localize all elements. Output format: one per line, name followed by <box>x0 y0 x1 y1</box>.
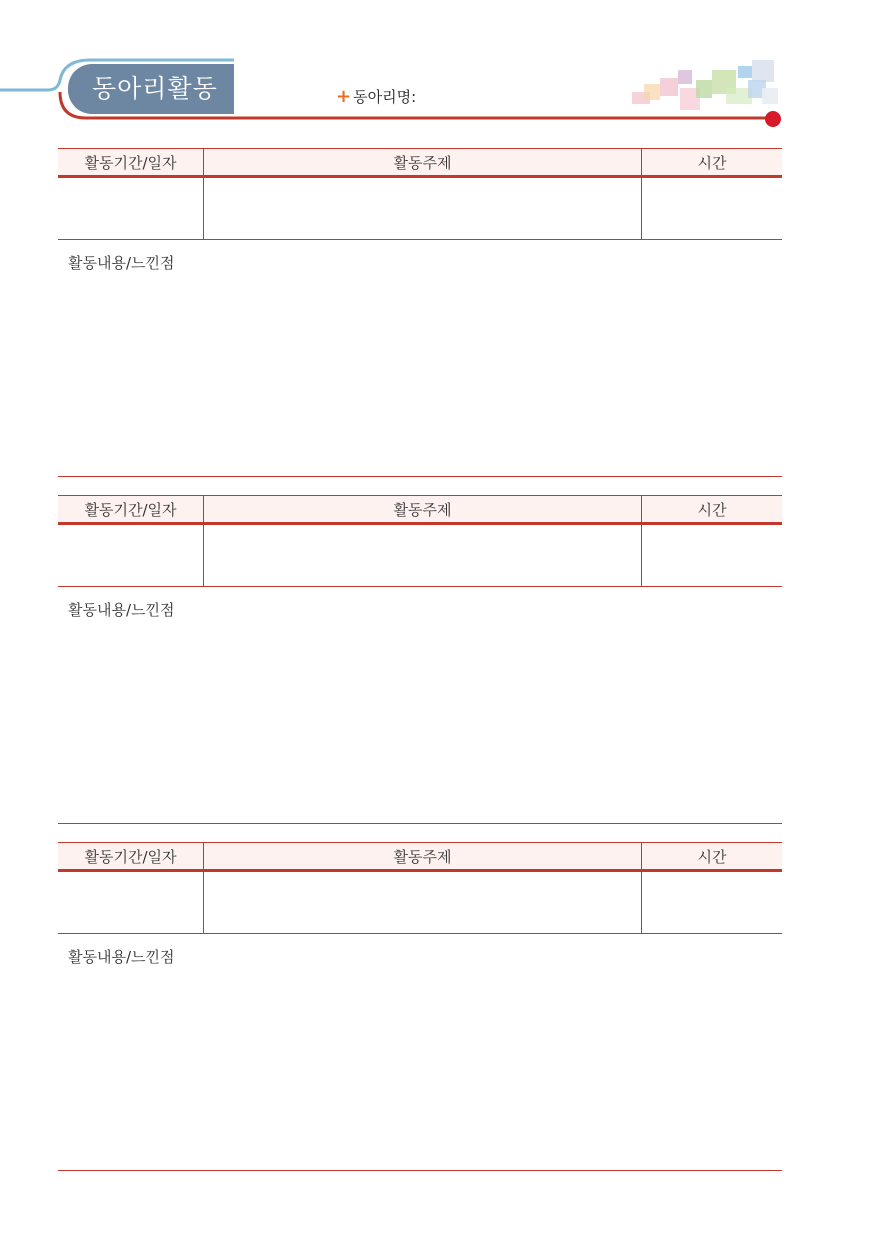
page-header <box>0 0 870 140</box>
col-period-header: 활동기간/일자 <box>84 500 177 519</box>
col-period-header: 활동기간/일자 <box>84 847 177 866</box>
section-bottom-line <box>58 1170 782 1171</box>
content-label: 활동내용/느낀점 <box>68 254 175 272</box>
club-name-label <box>336 86 416 107</box>
period-cell[interactable] <box>58 525 203 586</box>
col-period-header: 활동기간/일자 <box>84 153 177 172</box>
content-label: 활동내용/느낀점 <box>68 601 175 619</box>
col-time-header: 시간 <box>697 847 727 866</box>
table-header-row <box>58 148 782 178</box>
table-row <box>58 872 782 934</box>
table-row <box>58 178 782 240</box>
col-topic-header: 활동주제 <box>203 843 642 869</box>
topic-cell[interactable] <box>203 872 642 933</box>
page-title: 동아리활동 <box>68 64 234 114</box>
time-cell[interactable] <box>642 178 782 239</box>
section-bottom-line <box>58 476 782 477</box>
col-topic-header: 활동주제 <box>203 496 642 522</box>
table-header-row <box>58 495 782 525</box>
col-time-header: 시간 <box>697 153 727 172</box>
table-row <box>58 525 782 587</box>
activity-section-3 <box>58 842 782 1172</box>
topic-cell[interactable] <box>203 178 642 239</box>
col-time-header: 시간 <box>697 500 727 519</box>
period-cell[interactable] <box>58 872 203 933</box>
decorative-squares <box>630 58 782 114</box>
club-name-colon: : <box>411 88 417 106</box>
time-cell[interactable] <box>642 525 782 586</box>
topic-cell[interactable] <box>203 525 642 586</box>
table-header-row <box>58 842 782 872</box>
activity-section-2 <box>58 495 782 825</box>
period-cell[interactable] <box>58 178 203 239</box>
plus-icon: + <box>336 86 352 107</box>
activity-section-1 <box>58 148 782 478</box>
content-label: 활동내용/느낀점 <box>68 948 175 966</box>
club-name-text: 동아리명 <box>353 88 412 106</box>
section-bottom-line <box>58 823 782 824</box>
time-cell[interactable] <box>642 872 782 933</box>
col-topic-header: 활동주제 <box>203 149 642 175</box>
